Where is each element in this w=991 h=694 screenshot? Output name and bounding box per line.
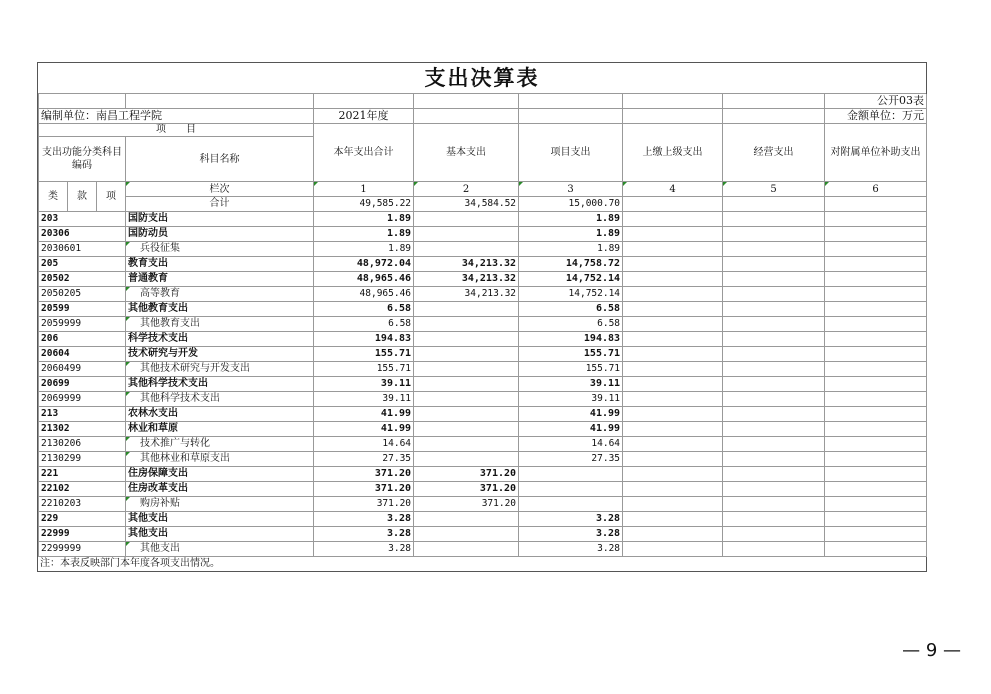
cell-upper bbox=[623, 482, 723, 497]
cell-total: 27.35 bbox=[314, 452, 414, 467]
table-row bbox=[39, 437, 927, 452]
cell-basic bbox=[414, 542, 519, 557]
cell-total: 1.89 bbox=[314, 212, 414, 227]
cell-total: 1.89 bbox=[314, 227, 414, 242]
cell-upper bbox=[623, 407, 723, 422]
table-row bbox=[39, 452, 927, 467]
cell-basic bbox=[414, 452, 519, 467]
cell-upper bbox=[623, 542, 723, 557]
cell-subsidiary bbox=[825, 407, 927, 422]
cell-upper bbox=[623, 212, 723, 227]
sum-row bbox=[39, 197, 927, 212]
cell-upper bbox=[623, 257, 723, 272]
cell-subsidiary bbox=[825, 422, 927, 437]
table-row bbox=[39, 362, 927, 377]
cell-subsidiary bbox=[825, 527, 927, 542]
cell-business bbox=[723, 542, 825, 557]
cell-project bbox=[519, 497, 623, 512]
cell-business bbox=[723, 467, 825, 482]
cell-total: 3.28 bbox=[314, 527, 414, 542]
subject-code: 22999 bbox=[39, 527, 126, 542]
cell-project: 14,752.14 bbox=[519, 287, 623, 302]
cell-basic bbox=[414, 332, 519, 347]
cell-project: 1.89 bbox=[519, 227, 623, 242]
table-row bbox=[39, 407, 927, 422]
header-upper: 上缴上级支出 bbox=[623, 124, 723, 182]
cell-upper bbox=[623, 497, 723, 512]
subject-name: 林业和草原 bbox=[126, 422, 314, 437]
cell-business bbox=[723, 512, 825, 527]
cell-total: 3.28 bbox=[314, 512, 414, 527]
table-row bbox=[39, 542, 927, 557]
cell-subsidiary bbox=[825, 332, 927, 347]
table-row bbox=[39, 317, 927, 332]
cell-total: 48,972.04 bbox=[314, 257, 414, 272]
cell-project: 41.99 bbox=[519, 407, 623, 422]
cell-basic bbox=[414, 227, 519, 242]
subject-code: 213 bbox=[39, 407, 126, 422]
cell-project: 6.58 bbox=[519, 302, 623, 317]
form-number-row bbox=[39, 94, 927, 109]
subject-name: 其他技术研究与开发支出 bbox=[126, 362, 314, 377]
subject-name: 国防支出 bbox=[126, 212, 314, 227]
sum-label: 合计 bbox=[126, 197, 314, 212]
cell-total: 48,965.46 bbox=[314, 272, 414, 287]
cell-basic bbox=[414, 302, 519, 317]
cell-subsidiary bbox=[825, 392, 927, 407]
cell-basic bbox=[414, 527, 519, 542]
table-row bbox=[39, 272, 927, 287]
cell-subsidiary bbox=[825, 482, 927, 497]
cell-business bbox=[723, 437, 825, 452]
cell-project bbox=[519, 467, 623, 482]
subject-code: 2030601 bbox=[39, 242, 126, 257]
table-row bbox=[39, 422, 927, 437]
cell-subsidiary bbox=[825, 212, 927, 227]
subject-code: 21302 bbox=[39, 422, 126, 437]
cell-project: 194.83 bbox=[519, 332, 623, 347]
cell-upper bbox=[623, 287, 723, 302]
cell-project: 27.35 bbox=[519, 452, 623, 467]
subject-name: 住房保障支出 bbox=[126, 467, 314, 482]
subject-name: 其他林业和草原支出 bbox=[126, 452, 314, 467]
col-index-1: 1 bbox=[314, 182, 414, 197]
cell-business bbox=[723, 227, 825, 242]
cell-total: 48,965.46 bbox=[314, 287, 414, 302]
subject-name: 兵役征集 bbox=[126, 242, 314, 257]
cell-total: 41.99 bbox=[314, 407, 414, 422]
cell-subsidiary bbox=[825, 452, 927, 467]
cell-project: 14,758.72 bbox=[519, 257, 623, 272]
form-number: 公开03表 bbox=[825, 94, 927, 109]
subject-code: 2130206 bbox=[39, 437, 126, 452]
cell-business bbox=[723, 242, 825, 257]
cell-basic bbox=[414, 347, 519, 362]
cell-business bbox=[723, 287, 825, 302]
cell-basic bbox=[414, 392, 519, 407]
cell-project: 3.28 bbox=[519, 527, 623, 542]
page-number: — 9 — bbox=[902, 640, 961, 661]
cell-project: 3.28 bbox=[519, 512, 623, 527]
cell-subsidiary bbox=[825, 542, 927, 557]
cell-total: 6.58 bbox=[314, 302, 414, 317]
cell-basic bbox=[414, 212, 519, 227]
subject-code: 20699 bbox=[39, 377, 126, 392]
cell-project: 155.71 bbox=[519, 362, 623, 377]
sum-project: 15,000.70 bbox=[519, 197, 623, 212]
cell-business bbox=[723, 527, 825, 542]
header-project: 项 目 bbox=[39, 124, 314, 137]
cell-business bbox=[723, 332, 825, 347]
cell-upper bbox=[623, 242, 723, 257]
cell-upper bbox=[623, 452, 723, 467]
subject-name: 其他科学技术支出 bbox=[126, 392, 314, 407]
table-row bbox=[39, 347, 927, 362]
cell-subsidiary bbox=[825, 272, 927, 287]
header-row-lanci bbox=[39, 182, 927, 197]
cell-business bbox=[723, 452, 825, 467]
table-row bbox=[39, 497, 927, 512]
table-row bbox=[39, 512, 927, 527]
cell-basic: 371.20 bbox=[414, 497, 519, 512]
subject-name: 教育支出 bbox=[126, 257, 314, 272]
cell-total: 155.71 bbox=[314, 347, 414, 362]
header-basic: 基本支出 bbox=[414, 124, 519, 182]
cell-upper bbox=[623, 272, 723, 287]
table-row bbox=[39, 392, 927, 407]
cell-subsidiary bbox=[825, 512, 927, 527]
cell-business bbox=[723, 422, 825, 437]
unit-row bbox=[39, 109, 927, 124]
cell-total: 371.20 bbox=[314, 497, 414, 512]
subject-name: 其他支出 bbox=[126, 542, 314, 557]
sum-total: 49,585.22 bbox=[314, 197, 414, 212]
subject-code: 221 bbox=[39, 467, 126, 482]
subject-name: 其他支出 bbox=[126, 527, 314, 542]
cell-business bbox=[723, 407, 825, 422]
subject-name: 农林水支出 bbox=[126, 407, 314, 422]
cell-subsidiary bbox=[825, 302, 927, 317]
cell-subsidiary bbox=[825, 497, 927, 512]
amount-unit: 金额单位：万元 bbox=[825, 109, 927, 124]
header-subsidiary: 对附属单位补助支出 bbox=[825, 124, 927, 182]
subject-code: 2059999 bbox=[39, 317, 126, 332]
cell-subsidiary bbox=[825, 317, 927, 332]
sum-basic: 34,584.52 bbox=[414, 197, 519, 212]
cell-upper bbox=[623, 332, 723, 347]
cell-business bbox=[723, 347, 825, 362]
cell-basic: 34,213.32 bbox=[414, 287, 519, 302]
col-index-3: 3 bbox=[519, 182, 623, 197]
subject-name: 购房补贴 bbox=[126, 497, 314, 512]
col-index-2: 2 bbox=[414, 182, 519, 197]
header-lei: 类 bbox=[39, 182, 68, 212]
subject-code: 229 bbox=[39, 512, 126, 527]
note-table bbox=[38, 557, 926, 571]
cell-basic: 34,213.32 bbox=[414, 272, 519, 287]
cell-upper bbox=[623, 377, 723, 392]
cell-subsidiary bbox=[825, 257, 927, 272]
subject-code: 22102 bbox=[39, 482, 126, 497]
subject-name: 其他教育支出 bbox=[126, 317, 314, 332]
header-xiang: 项 bbox=[97, 182, 126, 212]
cell-upper bbox=[623, 512, 723, 527]
cell-basic bbox=[414, 242, 519, 257]
table-row bbox=[39, 527, 927, 542]
cell-project: 1.89 bbox=[519, 212, 623, 227]
cell-business bbox=[723, 302, 825, 317]
header-business: 经营支出 bbox=[723, 124, 825, 182]
subject-name: 其他科学技术支出 bbox=[126, 377, 314, 392]
subject-code: 205 bbox=[39, 257, 126, 272]
cell-total: 41.99 bbox=[314, 422, 414, 437]
subject-name: 技术研究与开发 bbox=[126, 347, 314, 362]
subject-code: 20502 bbox=[39, 272, 126, 287]
cell-business bbox=[723, 362, 825, 377]
cell-total: 39.11 bbox=[314, 377, 414, 392]
cell-subsidiary bbox=[825, 347, 927, 362]
cell-basic bbox=[414, 362, 519, 377]
cell-total: 3.28 bbox=[314, 542, 414, 557]
table-row bbox=[39, 377, 927, 392]
col-index-6: 6 bbox=[825, 182, 927, 197]
table-row bbox=[39, 482, 927, 497]
header-func-code: 支出功能分类科目编码 bbox=[39, 137, 126, 182]
cell-upper bbox=[623, 362, 723, 377]
cell-subsidiary bbox=[825, 377, 927, 392]
cell-business bbox=[723, 392, 825, 407]
subject-code: 203 bbox=[39, 212, 126, 227]
cell-total: 39.11 bbox=[314, 392, 414, 407]
cell-business bbox=[723, 482, 825, 497]
subject-code: 206 bbox=[39, 332, 126, 347]
cell-total: 1.89 bbox=[314, 242, 414, 257]
expenditure-sheet bbox=[37, 62, 927, 572]
cell-subsidiary bbox=[825, 287, 927, 302]
header-project-expense: 项目支出 bbox=[519, 124, 623, 182]
cell-business bbox=[723, 377, 825, 392]
subject-code: 20604 bbox=[39, 347, 126, 362]
cell-total: 6.58 bbox=[314, 317, 414, 332]
cell-business bbox=[723, 497, 825, 512]
subject-code: 2060499 bbox=[39, 362, 126, 377]
subject-code: 2050205 bbox=[39, 287, 126, 302]
subject-code: 2069999 bbox=[39, 392, 126, 407]
table-row bbox=[39, 242, 927, 257]
cell-basic bbox=[414, 512, 519, 527]
cell-project: 39.11 bbox=[519, 377, 623, 392]
cell-business bbox=[723, 317, 825, 332]
fiscal-year: 2021年度 bbox=[314, 109, 414, 124]
cell-business bbox=[723, 272, 825, 287]
subject-name: 住房改革支出 bbox=[126, 482, 314, 497]
subject-name: 国防动员 bbox=[126, 227, 314, 242]
cell-project: 1.89 bbox=[519, 242, 623, 257]
cell-subsidiary bbox=[825, 227, 927, 242]
cell-business bbox=[723, 257, 825, 272]
table-row bbox=[39, 212, 927, 227]
cell-total: 14.64 bbox=[314, 437, 414, 452]
subject-code: 2130299 bbox=[39, 452, 126, 467]
cell-total: 371.20 bbox=[314, 482, 414, 497]
cell-upper bbox=[623, 302, 723, 317]
cell-project: 6.58 bbox=[519, 317, 623, 332]
cell-upper bbox=[623, 317, 723, 332]
cell-upper bbox=[623, 527, 723, 542]
cell-subsidiary bbox=[825, 242, 927, 257]
subject-name: 科学技术支出 bbox=[126, 332, 314, 347]
subject-name: 高等教育 bbox=[126, 287, 314, 302]
cell-basic bbox=[414, 437, 519, 452]
subject-name: 技术推广与转化 bbox=[126, 437, 314, 452]
cell-upper bbox=[623, 392, 723, 407]
compiling-unit: 编制单位：南昌工程学院 bbox=[39, 109, 314, 124]
cell-project: 41.99 bbox=[519, 422, 623, 437]
subject-name: 普通教育 bbox=[126, 272, 314, 287]
table-row bbox=[39, 332, 927, 347]
cell-basic bbox=[414, 407, 519, 422]
sheet-title: 支出决算表 bbox=[38, 63, 926, 94]
subject-code: 2210203 bbox=[39, 497, 126, 512]
table-row bbox=[39, 467, 927, 482]
cell-upper bbox=[623, 437, 723, 452]
cell-basic: 34,213.32 bbox=[414, 257, 519, 272]
cell-project: 3.28 bbox=[519, 542, 623, 557]
table-note: 注：本表反映部门本年度各项支出情况。 bbox=[40, 558, 220, 569]
col-index-5: 5 bbox=[723, 182, 825, 197]
header-kuan: 款 bbox=[68, 182, 97, 212]
table-row bbox=[39, 227, 927, 242]
col-index-4: 4 bbox=[623, 182, 723, 197]
header-row-project bbox=[39, 124, 927, 137]
cell-total: 194.83 bbox=[314, 332, 414, 347]
table-row bbox=[39, 302, 927, 317]
cell-project: 14.64 bbox=[519, 437, 623, 452]
cell-business bbox=[723, 212, 825, 227]
header-subject-name: 科目名称 bbox=[126, 137, 314, 182]
cell-subsidiary bbox=[825, 437, 927, 452]
cell-upper bbox=[623, 227, 723, 242]
cell-subsidiary bbox=[825, 362, 927, 377]
cell-upper bbox=[623, 467, 723, 482]
cell-total: 155.71 bbox=[314, 362, 414, 377]
cell-project: 155.71 bbox=[519, 347, 623, 362]
table-row bbox=[39, 257, 927, 272]
cell-project: 39.11 bbox=[519, 392, 623, 407]
header-total: 本年支出合计 bbox=[314, 124, 414, 182]
subject-code: 20599 bbox=[39, 302, 126, 317]
cell-basic: 371.20 bbox=[414, 482, 519, 497]
cell-basic: 371.20 bbox=[414, 467, 519, 482]
table-row bbox=[39, 287, 927, 302]
cell-basic bbox=[414, 317, 519, 332]
cell-upper bbox=[623, 347, 723, 362]
subject-code: 20306 bbox=[39, 227, 126, 242]
subject-name: 其他教育支出 bbox=[126, 302, 314, 317]
subject-code: 2299999 bbox=[39, 542, 126, 557]
cell-upper bbox=[623, 422, 723, 437]
cell-basic bbox=[414, 377, 519, 392]
cell-total: 371.20 bbox=[314, 467, 414, 482]
cell-project: 14,752.14 bbox=[519, 272, 623, 287]
cell-project bbox=[519, 482, 623, 497]
cell-basic bbox=[414, 422, 519, 437]
header-lanci: 栏次 bbox=[126, 182, 314, 197]
cell-subsidiary bbox=[825, 467, 927, 482]
expenditure-table bbox=[38, 94, 927, 557]
subject-name: 其他支出 bbox=[126, 512, 314, 527]
